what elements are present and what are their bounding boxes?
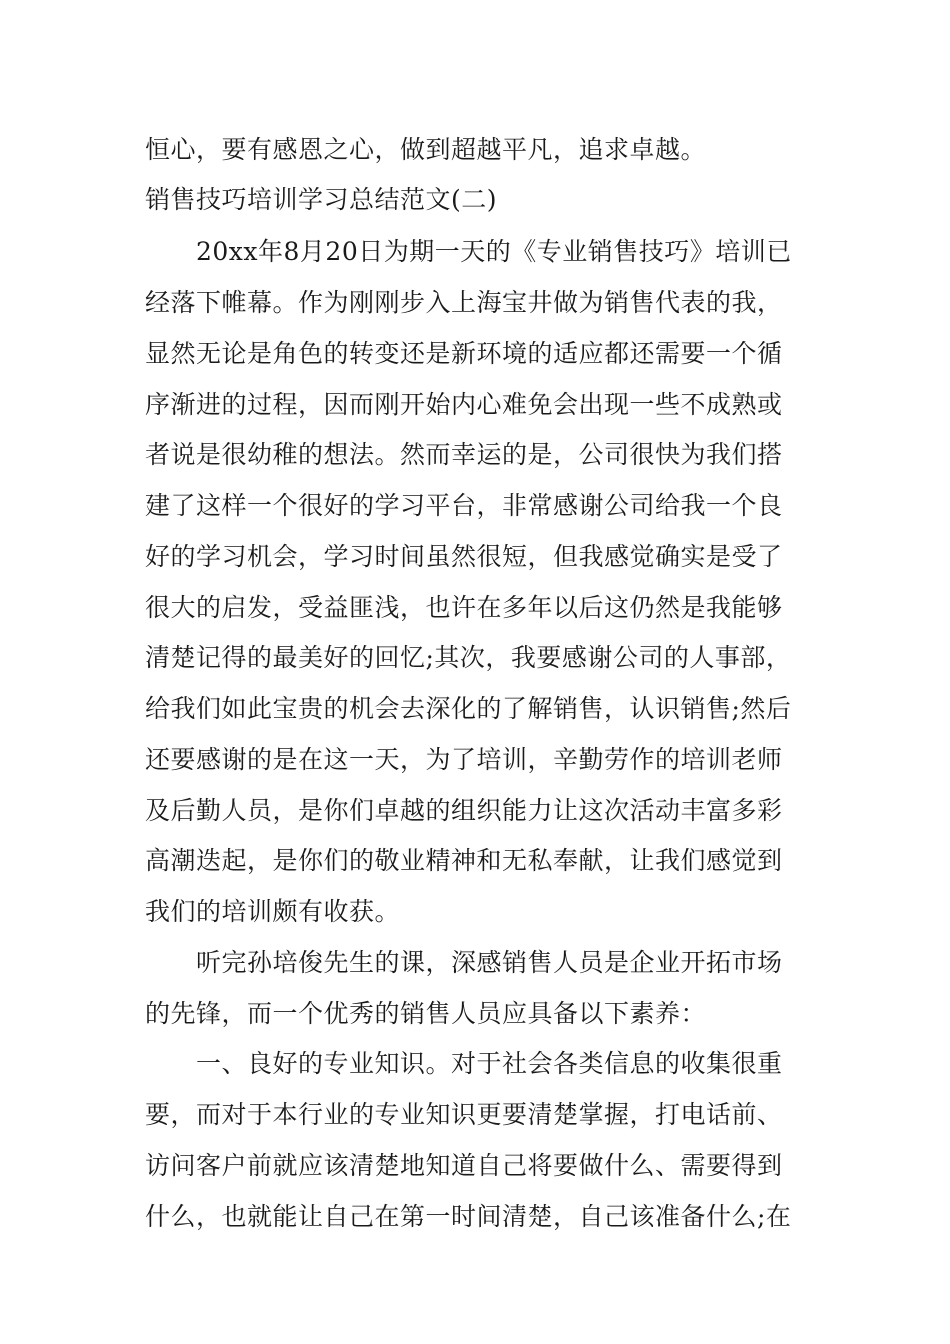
text-line: 很大的启发，受益匪浅，也许在多年以后这仍然是我能够 [145, 593, 783, 622]
text-line: 听完孙培俊先生的课，深感销售人员是企业开拓市场 [196, 948, 783, 977]
text-line: 恒心，要有感恩之心，做到超越平凡，追求卓越。 [145, 135, 707, 164]
text-line: 的先锋，而一个优秀的销售人员应具备以下素养： [145, 999, 707, 1028]
text-line: 建了这样一个很好的学习平台，非常感谢公司给我一个良 [145, 491, 783, 520]
text-line: 好的学习机会，学习时间虽然很短，但我感觉确实是受了 [145, 542, 783, 571]
text-line: 者说是很幼稚的想法。然而幸运的是，公司很快为我们搭 [145, 440, 783, 469]
text-line: 还要感谢的是在这一天，为了培训，辛勤劳作的培训老师 [145, 745, 783, 774]
text-line: 及后勤人员，是你们卓越的组织能力让这次活动丰富多彩 [145, 796, 783, 825]
text-line: 经落下帷幕。作为刚刚步入上海宝井做为销售代表的我， [145, 288, 783, 317]
text-line: 什么，也就能让自己在第一时间清楚，自己该准备什么;在 [145, 1202, 792, 1231]
section-heading: 销售技巧培训学习总结范文(二) [145, 185, 498, 214]
text-line: 高潮迭起，是你们的敬业精神和无私奉献，让我们感觉到 [145, 846, 783, 875]
text-line: 序渐进的过程，因而刚开始内心难免会出现一些不成熟或 [145, 390, 783, 419]
text-line: 一、良好的专业知识。对于社会各类信息的收集很重 [196, 1049, 783, 1078]
text-line: 20xx年8月20日为期一天的《专业销售技巧》培训已 [196, 237, 792, 266]
text-line: 要，而对于本行业的专业知识更要清楚掌握，打电话前、 [145, 1100, 783, 1129]
text-line: 访问客户前就应该清楚地知道自己将要做什么、需要得到 [145, 1151, 783, 1180]
text-line: 我们的培训颇有收获。 [145, 897, 401, 926]
text-line: 给我们如此宝贵的机会去深化的了解销售，认识销售;然后 [145, 694, 792, 723]
text-line: 清楚记得的最美好的回忆;其次，我要感谢公司的人事部， [145, 643, 792, 672]
text-line: 显然无论是角色的转变还是新环境的适应都还需要一个循 [145, 339, 783, 368]
